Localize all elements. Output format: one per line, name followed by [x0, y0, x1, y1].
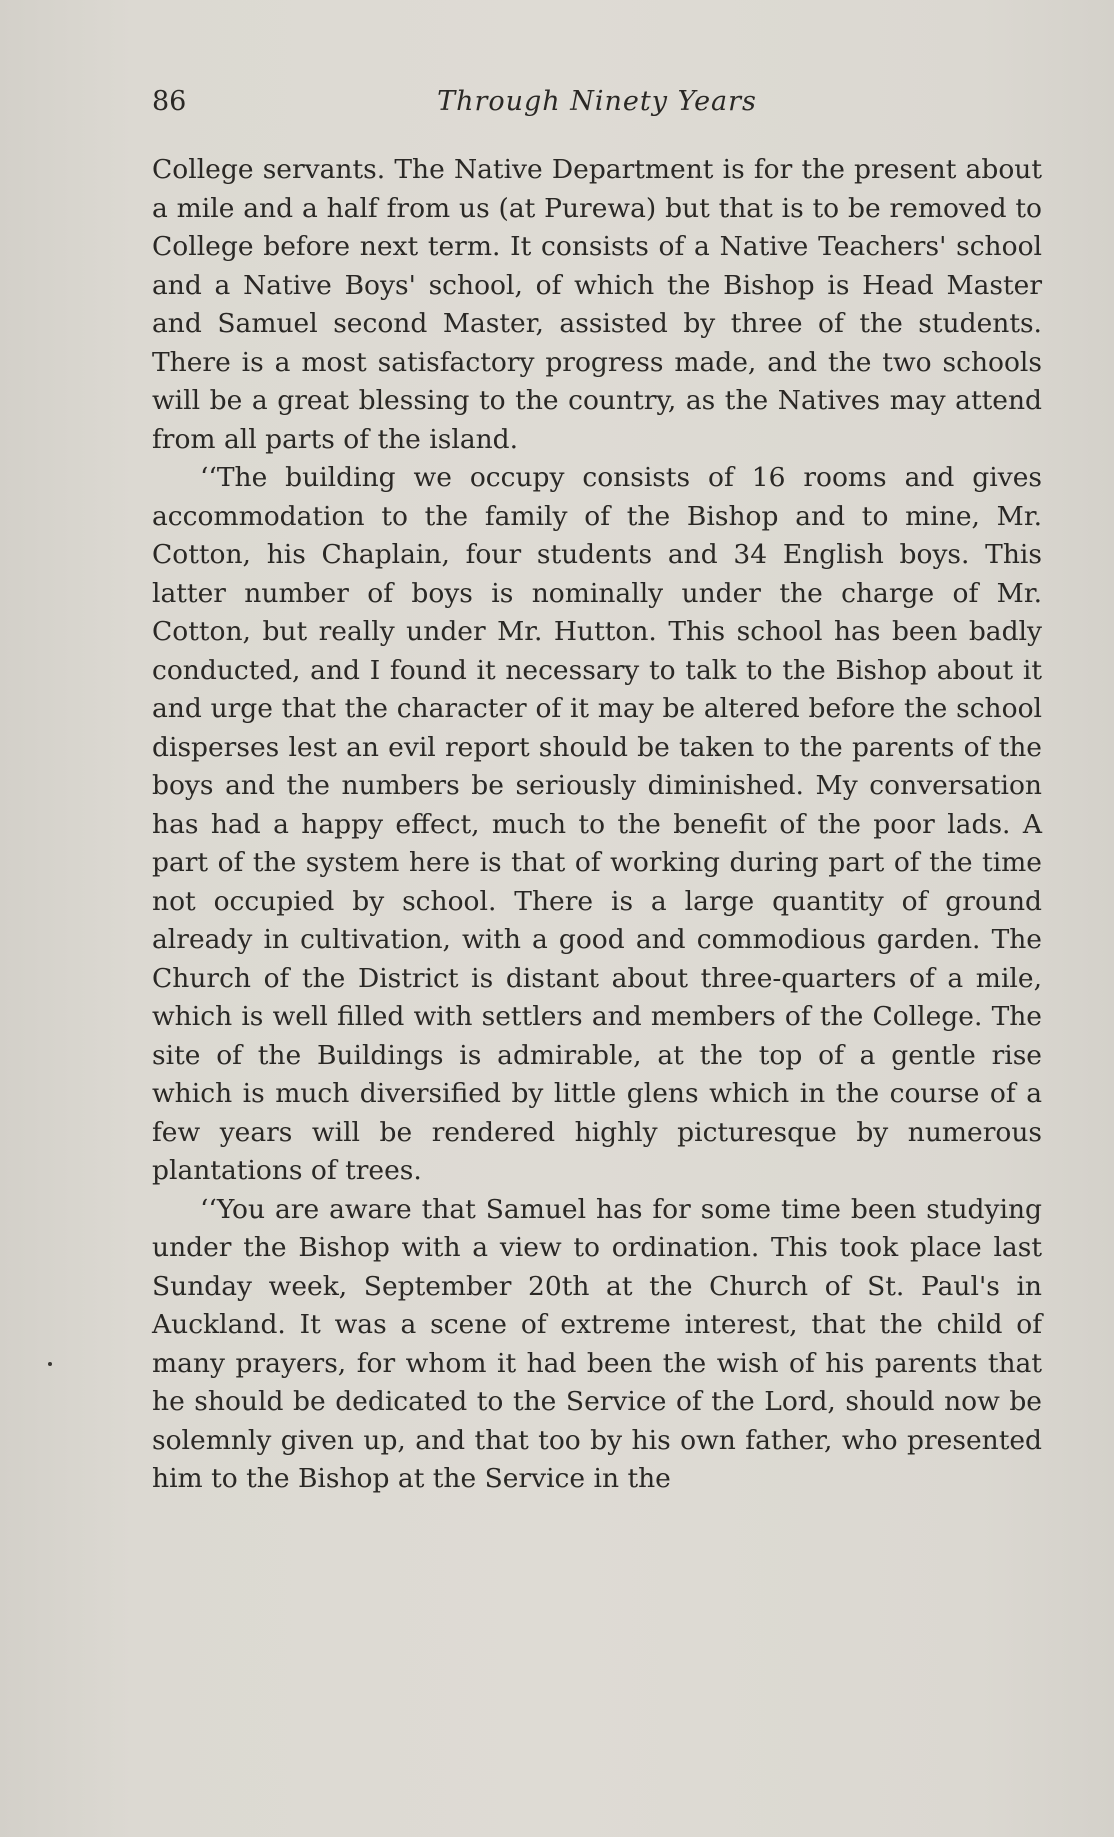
running-head	[152, 82, 1042, 122]
paragraph-1: College servants. The Native Department is for the present about a mile and a half from us (at Purewa) but that is to be removed to College before next term. It consists of a Native Teachers' school and a Native Boys' school, of which the Bishop is Head Master and Samuel second Master, assisted by three of the students. There is a most satisfactory progress made, and the two schools will be a great blessing to the country, as the Natives may attend from all parts of the island.	[152, 154, 1042, 455]
page-number: 86	[152, 86, 187, 117]
body-text	[152, 151, 1042, 1499]
running-title: Through Ninety Years	[437, 86, 757, 117]
margin-speck	[48, 1362, 52, 1366]
paragraph-2: ‘‘The building we occupy consists of 16 rooms and gives accommodation to the family of the Bishop and to mine, Mr. Cotton, his Chaplain, four students and 34 English boys. This latter number of boys is nominally under the charge of Mr. Cotton, but really under Mr. Hutton. This school has been badly conducted, and I found it necessary to talk to the Bishop about it and urge that the character of it may be altered before the school disperses lest an evil report should be taken to the parents of the boys and the numbers be seriously diminished. My conversation has had a happy effect, much to the benefit of the poor lads. A part of the system here is that of working during part of the time not occupied by school. There is a large quantity of ground already in cultivation, with a good and commodious garden. The Church of the District is distant about three-quarters of a mile, which is well filled with settlers and members of the College. The site of the Buildings is admirable, at the top of a gentle rise which is much diversified by little glens which in the course of a few years will be rendered highly picturesque by numerous plantations of trees.	[152, 462, 1042, 1186]
paragraph-3: ‘‘You are aware that Samuel has for some time been studying under the Bishop with a view to ordination. This took place last Sunday week, September 20th at the Church of St. Paul's in Auckland. It was a scene of extreme interest, that the child of many prayers, for whom it had been the wish of his parents that he should be dedicated to the Service of the Lord, should now be solemnly given up, and that too by his own father, who presented him to the Bishop at the Service in the	[152, 1193, 1042, 1494]
